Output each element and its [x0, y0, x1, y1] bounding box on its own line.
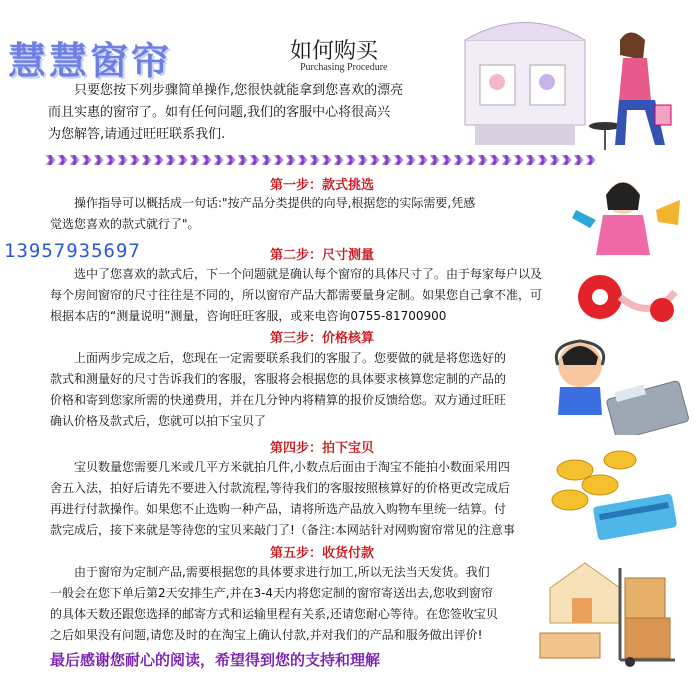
- step-5-body: [50, 562, 510, 646]
- chevron-arrow-icon: [513, 155, 524, 165]
- chevron-arrow-icon: [309, 155, 320, 165]
- brand-logo-text: 慧慧窗帘: [8, 38, 173, 83]
- chevron-arrow-icon: [261, 155, 272, 165]
- chevron-arrow-icon: [465, 155, 476, 165]
- chevron-arrow-icon: [81, 155, 92, 165]
- chevron-arrow-icon: [57, 155, 68, 165]
- measuring-tape-icon: [570, 262, 680, 332]
- service-girl-illustration: [568, 170, 688, 255]
- step-4-line: 款完成后，接下来就是等待您的宝贝来敲门了!（备注:本网站针对网购窗帘常见的注意事: [50, 523, 515, 537]
- step-1-line: 觉选您喜欢的款式就行了"。: [50, 217, 200, 231]
- chevron-arrow-icon: [441, 155, 452, 165]
- chevron-arrow-icon: [189, 155, 200, 165]
- phone-number: 13957935697: [4, 240, 141, 262]
- chevron-arrow-icon: [333, 155, 344, 165]
- step-4-line: 舍五入法，拍好后请先不要进入付款流程,等待我们的客服按照核算好的价格更改完成后: [50, 481, 510, 495]
- chevron-arrow-icon: [345, 155, 356, 165]
- chevron-arrow-icon: [573, 155, 584, 165]
- step-3-body: [50, 348, 530, 432]
- step-3-line: 款式和测量好的尺寸告诉我们的客服，客服将会根据您的具体要求核算您定制的产品的: [50, 372, 507, 386]
- chevron-arrow-icon: [69, 155, 80, 165]
- customer-service-calculator-illustration: [540, 335, 690, 435]
- chevron-arrow-icon: [93, 155, 104, 165]
- step-1-body: [50, 193, 550, 235]
- coins-card-illustration: [540, 440, 690, 540]
- chevron-arrow-icon: [537, 155, 548, 165]
- chevron-arrow-icon: [321, 155, 332, 165]
- chevron-arrow-icon: [453, 155, 464, 165]
- chevron-arrow-icon: [489, 155, 500, 165]
- chevron-arrow-icon: [273, 155, 284, 165]
- chevron-arrow-icon: [525, 155, 536, 165]
- step-5-line: 之后如果没有问题,请您及时的在淘宝上确认付款,并对我们的产品和服务做出评价!: [50, 628, 483, 642]
- step-1-line: 操作指导可以概括成一句话:"按产品分类提供的向导,根据您的实际需要,凭感: [74, 196, 476, 210]
- step-2-title: 第二步：尺寸测量: [270, 248, 375, 263]
- shopping-girl-illustration: [455, 10, 695, 155]
- intro-line: 而且实惠的窗帘了。如有任何问题,我们的客服中心将很高兴: [48, 105, 391, 120]
- intro-paragraph: [48, 80, 448, 146]
- step-3-line: 价格和寄到您家所需的快递费用，并在几分钟内将精算的报价反馈给您。双方通过旺旺: [50, 393, 507, 407]
- chevron-arrow-icon: [249, 155, 260, 165]
- chevron-arrow-icon: [477, 155, 488, 165]
- step-5-line: 由于窗帘为定制产品,需要根据您的具体要求进行加工,所以无法当天发货。我们: [74, 565, 490, 579]
- step-1-title: 第一步：款式挑选: [270, 178, 375, 193]
- chevron-arrow-icon: [501, 155, 512, 165]
- chevron-arrow-icon: [357, 155, 368, 165]
- step-5-line: 一般会在您下单后第2天安排生产,并在3-4天内将您定制的窗帘寄送出去,您收到窗帘: [50, 586, 493, 600]
- page-title: 如何购买: [290, 39, 379, 64]
- step-4-body: [50, 457, 535, 541]
- chevron-arrow-icon: [201, 155, 212, 165]
- chevron-arrow-icon: [213, 155, 224, 165]
- thanks-message: 最后感谢您耐心的阅读，希望得到您的支持和理解: [50, 651, 381, 669]
- step-5-line: 的具体天数还跟您选择的邮寄方式和运输里程有关系,还请您耐心等待。在您签收宝贝: [50, 607, 498, 621]
- step-3-line: 确认价格及款式后，您就可以拍下宝贝了: [50, 414, 267, 428]
- chevron-arrow-icon: [585, 155, 596, 165]
- step-5-title: 第五步：收货付款: [270, 546, 375, 561]
- step-2-line: 选中了您喜欢的款式后，下一个问题就是确认每个窗帘的具体尺寸了。由于每家每户以及: [74, 267, 543, 281]
- step-2-line: 根据本店的“测量说明”测量，咨询旺旺客服，或来电咨询0755-81700900: [50, 309, 447, 323]
- chevron-arrow-icon: [549, 155, 560, 165]
- arrow-divider: [45, 153, 605, 167]
- chevron-arrow-icon: [105, 155, 116, 165]
- step-4-line: 宝贝数量您需要几米或几平方米就拍几件,小数点后面由于淘宝不能拍小数面采用四: [74, 460, 510, 474]
- chevron-arrow-icon: [429, 155, 440, 165]
- chevron-arrow-icon: [45, 155, 56, 165]
- chevron-arrow-icon: [177, 155, 188, 165]
- page-subtitle: Purchasing Procedure: [300, 62, 388, 73]
- chevron-arrow-icon: [393, 155, 404, 165]
- chevron-arrow-icon: [405, 155, 416, 165]
- chevron-arrow-icon: [165, 155, 176, 165]
- step-3-title: 第三步：价格核算: [270, 331, 375, 346]
- chevron-arrow-icon: [237, 155, 248, 165]
- chevron-arrow-icon: [381, 155, 392, 165]
- chevron-arrow-icon: [297, 155, 308, 165]
- step-3-line: 上面两步完成之后，您现在一定需要联系我们的客服了。您要做的就是将您选好的: [74, 351, 507, 365]
- intro-line: 为您解答,请通过旺旺联系我们.: [48, 127, 226, 142]
- chevron-arrow-icon: [285, 155, 296, 165]
- chevron-arrow-icon: [141, 155, 152, 165]
- delivery-boxes-illustration: [530, 548, 690, 668]
- intro-line: 只要您按下列步骤简单操作,您很快就能拿到您喜欢的漂亮: [74, 83, 404, 98]
- step-4-line: 再进行付款操作。如果您不止选购一种产品，请将所选产品放入购物车里统一结算。付: [50, 502, 507, 516]
- chevron-arrow-icon: [117, 155, 128, 165]
- chevron-arrow-icon: [129, 155, 140, 165]
- step-2-body: [50, 264, 570, 327]
- chevron-arrow-icon: [369, 155, 380, 165]
- chevron-arrow-icon: [561, 155, 572, 165]
- step-4-title: 第四步：拍下宝贝: [270, 441, 375, 456]
- step-2-line: 每个房间窗帘的尺寸往往是不同的，所以窗帘产品大都需要量身定制。如果您自己拿不准，可: [50, 288, 543, 302]
- chevron-arrow-icon: [417, 155, 428, 165]
- chevron-arrow-icon: [225, 155, 236, 165]
- chevron-arrow-icon: [153, 155, 164, 165]
